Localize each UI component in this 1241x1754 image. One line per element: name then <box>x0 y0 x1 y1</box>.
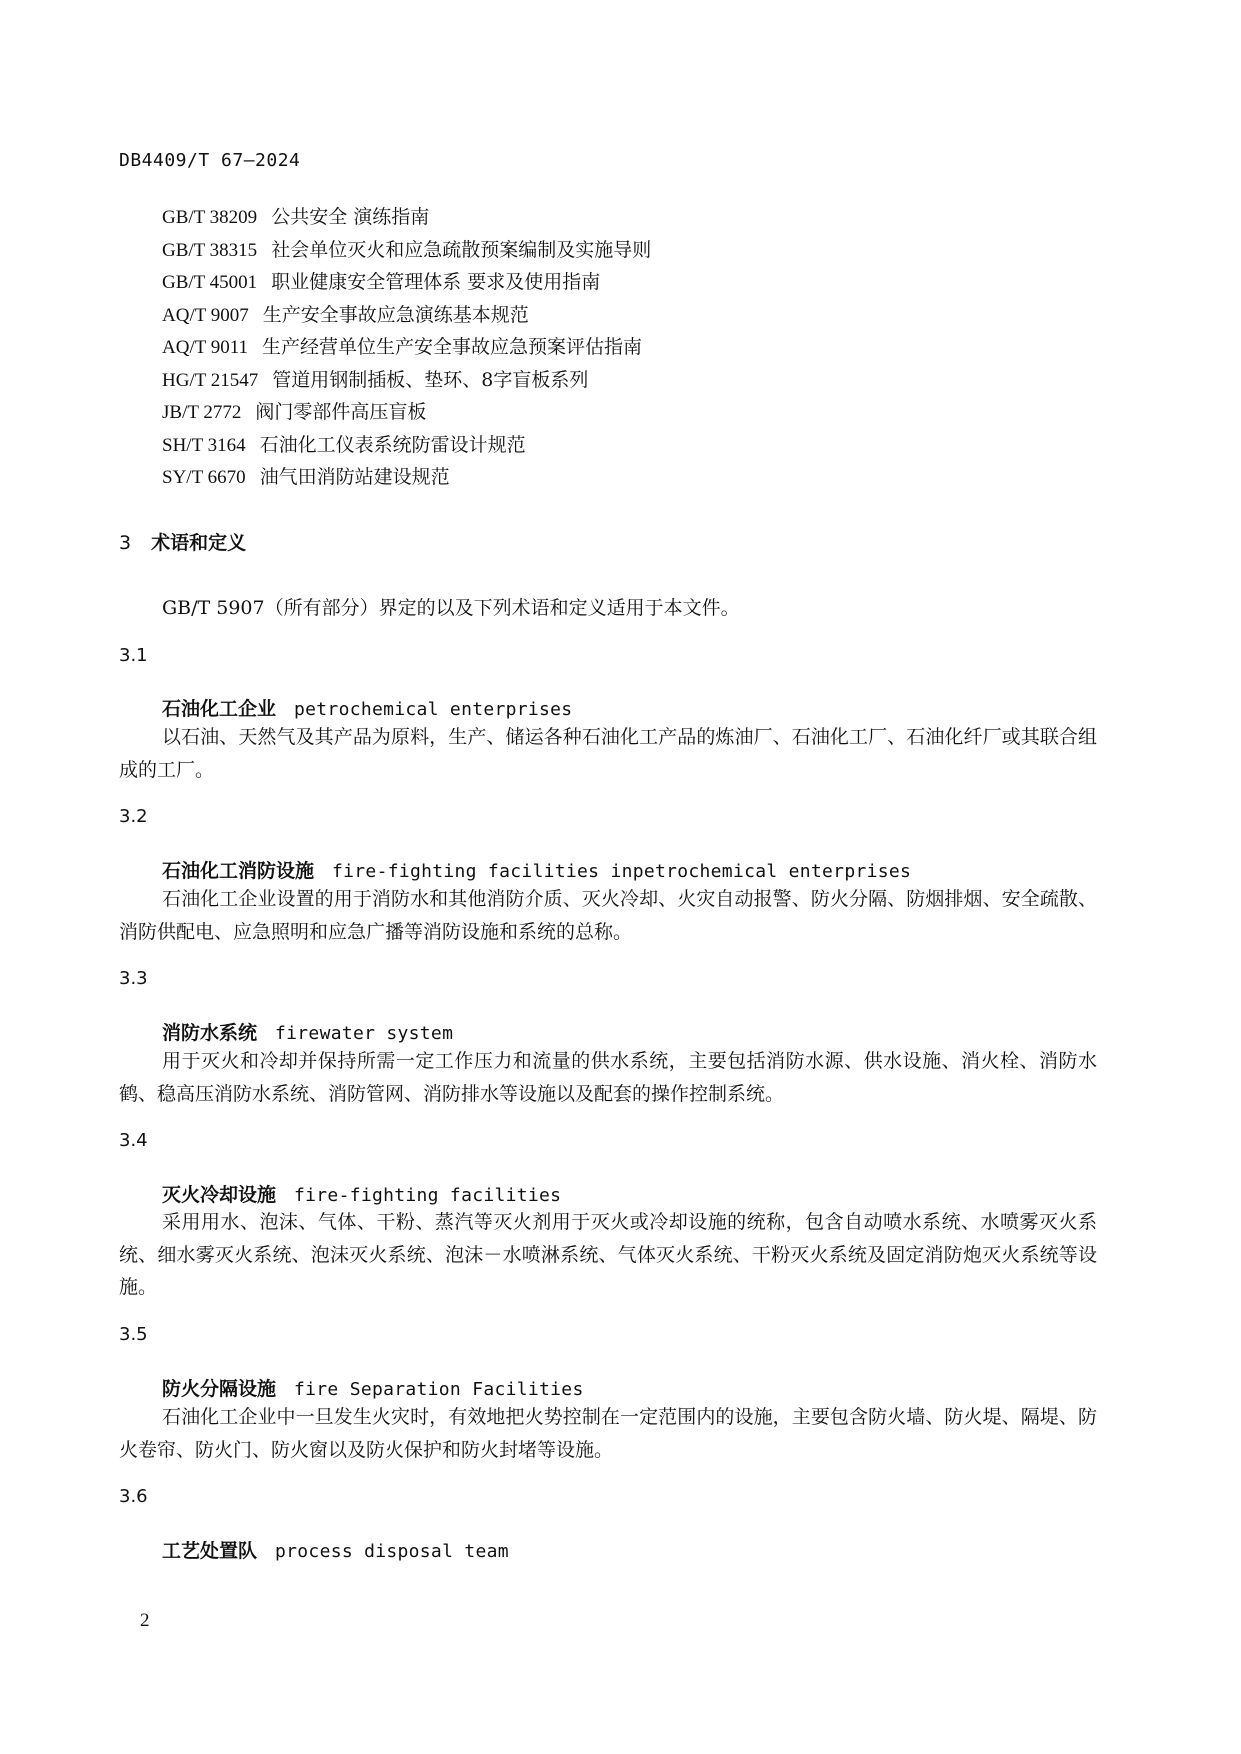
reference-item <box>162 331 651 364</box>
term-english: process disposal team <box>275 1541 509 1562</box>
reference-code: GB/T 45001 <box>162 272 258 293</box>
section-heading <box>119 528 246 555</box>
reference-item <box>162 429 651 462</box>
reference-code: GB/T 38315 <box>162 239 258 261</box>
term-chinese: 石油化工消防设施 <box>162 860 315 882</box>
term-chinese: 消防水系统 <box>162 1022 258 1044</box>
reference-title: 阀门零部件高压盲板 <box>255 401 427 423</box>
term-english: fire Separation Facilities <box>294 1379 584 1400</box>
reference-title: 职业健康安全管理体系 要求及使用指南 <box>271 271 601 293</box>
reference-code: GB/T 38209 <box>162 207 258 228</box>
section-title: 术语和定义 <box>151 532 247 554</box>
term-number: 3.1 <box>119 645 148 666</box>
reference-code: SH/T 3164 <box>162 434 246 456</box>
term-definition: 石油化工企业设置的用于消防水和其他消防介质、灭火冷却、火灾自动报警、防火分隔、防烟排烟、安全疏散、消防供配电、应急照明和应急广播等消防设施和系统的总称。 <box>119 888 1097 943</box>
term-chinese: 工艺处置队 <box>162 1540 258 1562</box>
reference-code: AQ/T 9011 <box>162 337 249 358</box>
reference-item <box>162 461 651 494</box>
reference-title: 油气田消防站建设规范 <box>259 466 450 488</box>
term-heading <box>162 1180 561 1207</box>
reference-item <box>162 266 651 299</box>
term-heading <box>162 694 572 721</box>
reference-item <box>162 234 651 267</box>
term-definition: 采用用水、泡沫、气体、干粉、蒸汽等灭火剂用于灭火或冷却设施的统称，包含自动喷水系统、水喷雾灭火系统、细水雾灭火系统、泡沫灭火系统、泡沫－水喷淋系统、气体灭火系统、干粉灭火系统及固定消防炮灭火系统等设施。 <box>119 1211 1097 1298</box>
reference-item <box>162 396 651 429</box>
section-intro: GB/T 5907（所有部分）界定的以及下列术语和定义适用于本文件。 <box>162 597 740 619</box>
reference-item <box>162 201 651 234</box>
term-definition: 石油化工企业中一旦发生火灾时，有效地把火势控制在一定范围内的设施，主要包含防火墙、防火堤、隔堤、防火卷帘、防火门、防火窗以及防火保护和防火封堵等设施。 <box>119 1406 1097 1461</box>
reference-item <box>162 299 651 332</box>
term-definition: 用于灭火和冷却并保持所需一定工作压力和流量的供水系统，主要包括消防水源、供水设施、消火栓、消防水鹤、稳高压消防水系统、消防管网、消防排水等设施以及配套的操作控制系统。 <box>119 1050 1097 1105</box>
term-heading <box>162 1018 453 1045</box>
reference-title: 公共安全 演练指南 <box>271 206 430 228</box>
reference-code: AQ/T 9007 <box>162 304 249 326</box>
term-english: petrochemical enterprises <box>294 699 573 720</box>
section-number: 3 <box>119 532 132 554</box>
term-heading <box>162 1536 509 1563</box>
reference-item <box>162 364 651 397</box>
reference-title: 石油化工仪表系统防雷设计规范 <box>259 433 526 456</box>
page-number: 2 <box>140 1610 150 1631</box>
reference-title: 生产安全事故应急演练基本规范 <box>262 303 529 326</box>
term-english: firewater system <box>275 1023 454 1044</box>
term-number: 3.3 <box>119 968 148 989</box>
reference-title: 生产经营单位生产安全事故应急预案评估指南 <box>262 336 643 358</box>
term-chinese: 防火分隔设施 <box>162 1378 277 1400</box>
term-chinese: 石油化工企业 <box>162 698 277 720</box>
reference-code: JB/T 2772 <box>162 402 242 423</box>
reference-code: SY/T 6670 <box>162 467 246 488</box>
reference-title: 管道用钢制插板、垫环、8字盲板系列 <box>272 368 589 391</box>
reference-code: HG/T 21547 <box>162 369 259 391</box>
term-english: fire-fighting facilities <box>294 1185 562 1206</box>
term-english: fire-fighting facilities inpetrochemical enterprises <box>332 861 912 882</box>
term-heading <box>162 1374 584 1401</box>
term-chinese: 灭火冷却设施 <box>162 1184 277 1206</box>
document-code: DB4409/T 67—2024 <box>119 150 301 171</box>
term-definition: 以石油、天然气及其产品为原料，生产、储运各种石油化工产品的炼油厂、石油化工厂、石油化纤厂或其联合组成的工厂。 <box>119 726 1097 781</box>
term-heading <box>162 856 911 883</box>
reference-list <box>162 201 651 494</box>
term-number: 3.5 <box>119 1324 148 1345</box>
term-number: 3.2 <box>119 806 148 827</box>
term-number: 3.6 <box>119 1486 148 1507</box>
term-number: 3.4 <box>119 1130 148 1151</box>
reference-title: 社会单位灭火和应急疏散预案编制及实施导则 <box>271 238 652 261</box>
